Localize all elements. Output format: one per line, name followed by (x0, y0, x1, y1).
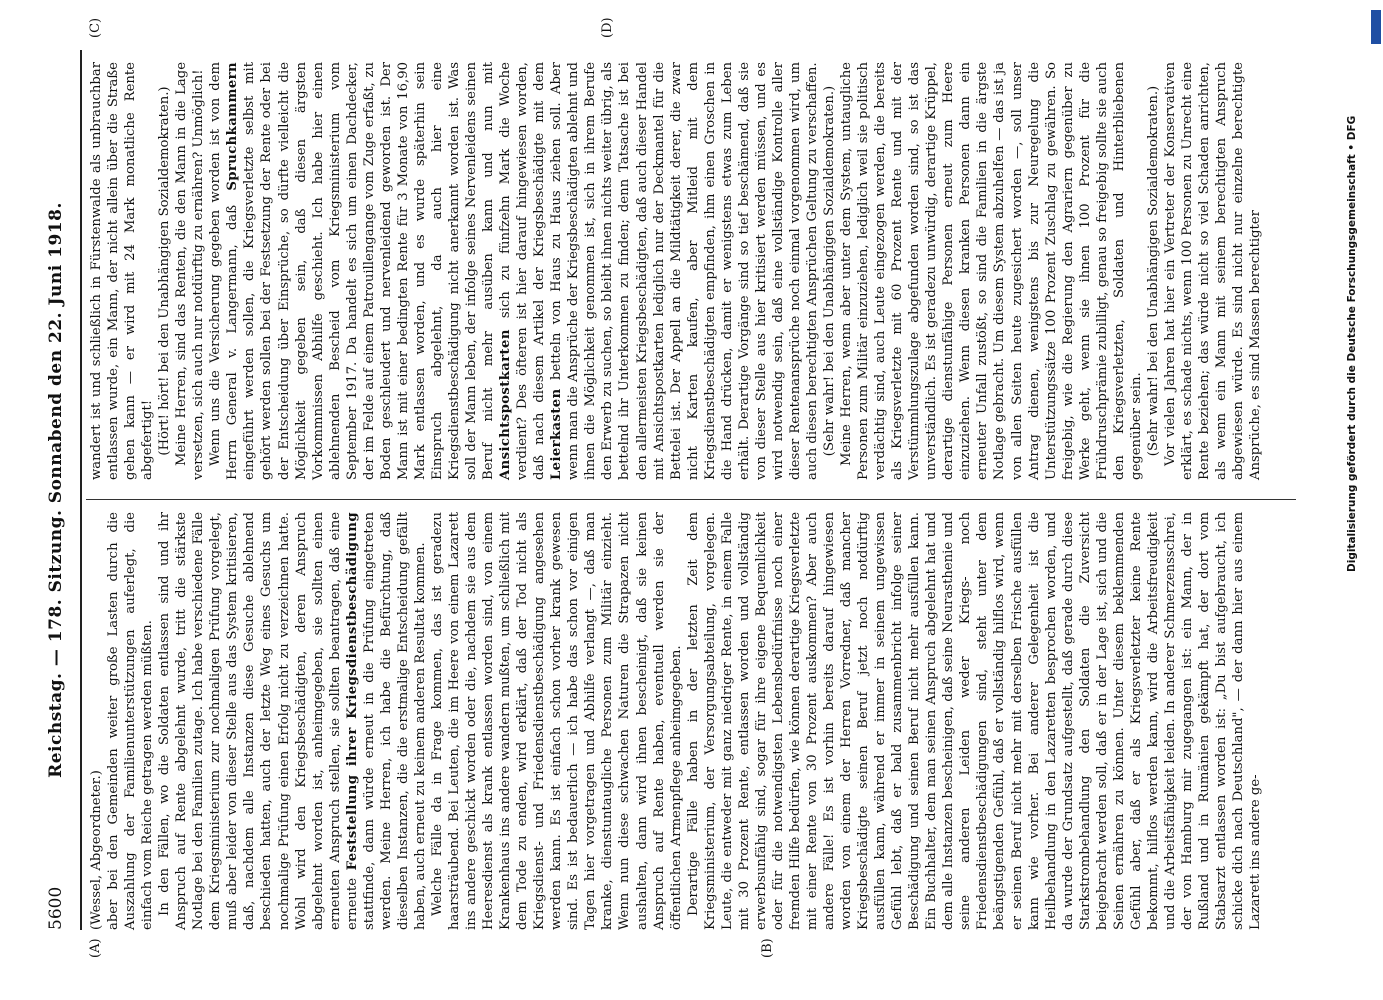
paragraph: Welche Fälle da in Frage kommen, das ist geradezu haarsträubend. Bei Leuten, die im Heere von einem Lazarett ins andere geschickt worden oder die, nachdem sie aus dem Heeresdienst als krank entlassen worden sind, von einem Krankenhaus ins andere wandern mußten, um schließlich mit dem Tode zu enden, wird erklärt, daß der Tod nicht als Kriegsdienst- und Friedensdienstbeschädigung angesehen werden kann. Es ist einfach schon vorher krank gewesen sind. Es ist bedauerlich — ich habe das schon vor einigen Tagen hier vorgetragen und Abhilfe verlangt —, daß man kranke, dienstuntaugliche Personen zum Militär einzieht. Wenn nun diese schwachen Naturen die Strapazen nicht aushalten, dann wird ihnen bescheinigt, daß sie keinen Anspruch auf Rente haben, eventuell werden sie der öffentlichen Armenpflege anheimgegeben. (429, 512, 684, 930)
text-run: betteln von Haus zu Haus ziehen soll. Aber wenn man die Ansprüche der Kriegsbeschädigten ablehnt und ihnen die Möglichkeit genommen ist, sich in ihrem Berufe den Erwerb zu suchen, so bleibt ihnen nichts weiter übrig, als bettelnd ihr Unterkommen zu finden; denn Tatsache ist bei den allermeisten Kriegsbeschädigten, daß auch dieser Handel mit Ansichtspostkarten lediglich nur der Deckmantel für die Bettelei ist. Der Appell an die Mildtätigkeit derer, die zwar nicht Karten kaufen, aber Mitleid mit dem Kriegsdienstbeschädigten empfinden, ihm einen Groschen in die Hand drücken, damit er wenigstens etwas zum Leben erhält. Derartige Vorgänge sind so tief beschämend, daß sie von dieser Stelle aus hier kritisiert werden müssen, und es wird notwendig sein, daß eine vollständige Kontrolle aller dieser Rentenansprüche noch einmal vorgenommen wird, um auch diesen berechtigten Ansprüchen Geltung zu verschaffen. (549, 62, 820, 480)
paragraph: aber bei den Gemeinden weiter große Lasten durch die Auszahlung der Familienunterstützungen auferlegt, die einfach vom Reiche getragen werden müßten. (106, 512, 156, 930)
interjection: (Hört! hört! bei den Unabhängigen Sozialdemokraten.) (157, 86, 173, 456)
paragraph: Meine Herren, wenn aber unter dem System, untaugliche Personen zum Militär einzuziehen, lediglich weil sie politisch verdächtig sind, auch Leute eingezogen werden, die bereits als Kriegsverletzte mit 60 Prozent Rente und mit der Verstümmlungszulage abgefunden worden sind, so ist das unverständlich. Es ist geradezu unwürdig, derartige Krüppel, derartige dienstunfähige Personen erneut zum Heere einzuziehen. Wenn diesen kranken Personen dann ein erneuter Unfall zustößt, so sind die Familien in die ärgste Notlage gebracht. Um diesem System abzuhelfen — das ist ja von allen Seiten heute zugesichert worden —, soll unser Antrag dienen, wenigstens bis zur Neuregelung die Unterstützungssätze 100 Prozent Zuschlag zu gewähren. So freigebig, wie die Regierung den Agrariern gegenüber zu Werke geht, wenn sie ihnen 100 Prozent für die Frühdruschprämie zubilligt, genau so freigebig sollte sie auch den Kriegsverletzten, Soldaten und Hinterbliebenen gegenüber sein. (839, 62, 1144, 480)
speaker-label: (Wessel, Abgeordneter.) (89, 770, 104, 930)
margin-marker-c: (C) (88, 17, 103, 38)
interjection: (Sehr wahr! bei den Unabhängigen Sozialdemokraten.) (1145, 85, 1161, 457)
interjection: (Sehr wahr! bei den Unabhängigen Sozialdemokraten.) (822, 85, 838, 457)
page-number: 5600 (46, 886, 66, 930)
emphasis-text: Ansichtspostkarten (498, 329, 514, 480)
column-divider (86, 499, 1296, 500)
paragraph: Meine Herren, sind das Renten, die den Mann in die Lage versetzen, sich auch nur notdürftig zu ernähren? Unmöglich! (174, 62, 207, 480)
text-run: stattfinde, dann würde erneut in die Prüfung eingetreten werden. Meine Herren, ich habe die Befürchtung, daß dieselben Instanzen, die die erstmalige Entscheidung gefällt haben, auch erneut zu keinem anderen Resultat kommen. (361, 512, 428, 930)
text-run: Wenn uns die Versicherung gegeben worden ist von dem Herrn General v. Langermann, daß (208, 62, 241, 480)
left-column (88, 512, 1264, 930)
digitization-note-text: Digitalisierung gefördert durch die Deutsche Forschungsgemeinschaft • DFG (1346, 115, 1358, 572)
text-run: eingeführt werden sollen, die Kriegsverletzte selbst mit gehört werden sollen bei der Festsetzung der Rente oder bei der Entscheidung über Einsprüche, so dürfte vielleicht die Möglichkeit gegeben sein, daß diesen ärgsten Vorkommnissen Abhilfe geschieht. Ich habe hier einen ablehnenden Bescheid vom Kriegsministerium vom September 1917. Da handelt es sich um einen Dachdecker, der im Felde auf einem Patrouillengange vom Zuge erfaßt, zu Boden geschleudert und nervenleidend geworden ist. Der Mann ist mit einer bedingten Rente für 3 Monate von 16,90 Mark entlassen worden, und es wurde späterhin sein Einspruch abgelehnt, da auch hier eine Kriegsdienstbeschädigung nicht anerkannt worden ist. Was soll der Mann leben, der infolge seines Nervenleidens seinen Beruf nicht mehr ausüben kann und nun mit (242, 62, 497, 480)
text-run: In den Fällen, wo die Soldaten entlassen sind und ihr Anspruch auf Rente abgelehnt wurde, tritt die stärkste Notlage bei den Familien zutage. Ich habe verschiedene Fälle dem Kriegsministerium zur nochmaligen Prüfung vorgelegt, muß aber leider von dieser Stelle aus das System kritisieren, daß, nachdem alle Instanzen diese Gesuche ablehnend beschieden hatten, auch der letzte Weg eines Gesuchs um nochmalige Prüfung einen Erfolg nicht zu verzeichnen hatte. Wohl wird den Kriegsbeschädigten, deren Anspruch abgelehnt worden ist, anheimgegeben, sie sollten einen erneuten Anspruch stellen, sie sollten beantragen, daß eine erneute (157, 512, 360, 930)
paragraph (207, 62, 821, 480)
right-column (88, 62, 1264, 480)
running-head: Reichstag. — 178. Sitzung. Sonnabend den 22. Juni 1918. (46, 202, 66, 778)
emphasis-text: Spruchkammern (225, 62, 241, 191)
margin-marker-a: (A) (88, 938, 103, 958)
page-header (46, 50, 70, 930)
paragraph (156, 512, 429, 930)
paragraph: wandert ist und schließlich in Fürstenwalde als unbrauchbar entlassen wurde, ein Mann, der nicht allein über die Straße gehen kann — er wird mit 24 Mark monatliche Rente abgefertigt! (89, 62, 156, 480)
digitization-note (1346, 12, 1368, 572)
dfg-logo (1371, 10, 1381, 44)
emphasis-text: Feststellung ihrer Kriegsdienstbeschädigung (344, 512, 360, 871)
header-rule (80, 50, 82, 930)
text-run: sich zu fünfzehn Mark die Woche verdient? Des öfteren ist hier darauf hingewiesen worden, daß nach diesem Artikel der Kriegsbeschädigte mit dem (498, 62, 548, 480)
emphasis-text: Leierkasten (549, 388, 565, 480)
paragraph: Derartige Fälle haben in der letzten Zeit dem Kriegsministerium, der Versorgungsabteilung, vorgelegen. Leute, die entweder mit ganz niedriger Rente, in einem Falle mit 30 Prozent Rente, entlassen worden und vollständig erwerbsunfähig sind, sogar für ihre eigene Bequemlichkeit oder für die notwendigsten Lebensbedürfnisse noch einer fremden Hilfe bedürfen, wie können derartige Kriegsverletzte mit einer Rente von 30 Prozent auskommen? Aber auch andere Fälle! Es ist vorhin bereits darauf hingewiesen worden von einem der Herren Vorredner, daß mancher Kriegsbeschädigte seinen Beruf jetzt noch notdürftig ausfüllen kann, während er immer in seinem ungewissen Gefühl lebt, daß er bald zusammenbricht infolge seiner Beschädigung und seinen Beruf nicht mehr ausfüllen kann. Ein Buchhalter, dem man seinen Anspruch abgelehnt hat und dem alle Instanzen bescheinigen, daß seine Neurasthenie und seine anderen Leiden weder Kriegs- noch Friedensdienstbeschädigungen sind, steht unter dem beängstigenden Gefühl, daß er vollständig hilflos wird, wenn er seinen Beruf nicht mehr mit derselben Frische ausfüllen kann wie vorher. Bei anderer Gelegenheit ist die Heilbehandlung in den Lazaretten besprochen worden, und da wurde der Grundsatz aufgestellt, daß gerade durch diese Starkstrombehandlung den Soldaten die Zuversicht beigebracht werden soll, daß er in der Lage ist, sich und die Seinen ernähren zu können. Unter diesem beklemmenden Gefühl aber, daß er als Kriegsverletzter keine Rente bekommt, hilflos werden kann, wird die Arbeitsfreudigkeit und die Arbeitsfähigkeit leiden. In anderer Schmerzensschrei, der von Hamburg mir zugegangen ist: ein Mann, der in Rußland und in Rumänien gekämpft hat, der dort vom Stabsarzt entlassen worden ist: „Du bist aufgebraucht, ich schicke dich nach Deutschland", — der dann hier aus einem Lazarett ins andere ge- (685, 512, 1264, 930)
margin-marker-d: (D) (600, 17, 615, 38)
paragraph: Vor vielen Jahren hat hier ein Vertreter der Konservativen erklärt, es schade nichts, wenn 100 Personen zu Unrecht eine Rente beziehen; das würde nicht so viel Schaden anrichten, als wenn ein Mann mit seinem berechtigten Anspruch abgewiesen würde. Es sind nicht nur einzelne berechtigte Ansprüche, es sind Massen berechtigter (1162, 62, 1264, 480)
margin-marker-b: (B) (760, 938, 775, 958)
